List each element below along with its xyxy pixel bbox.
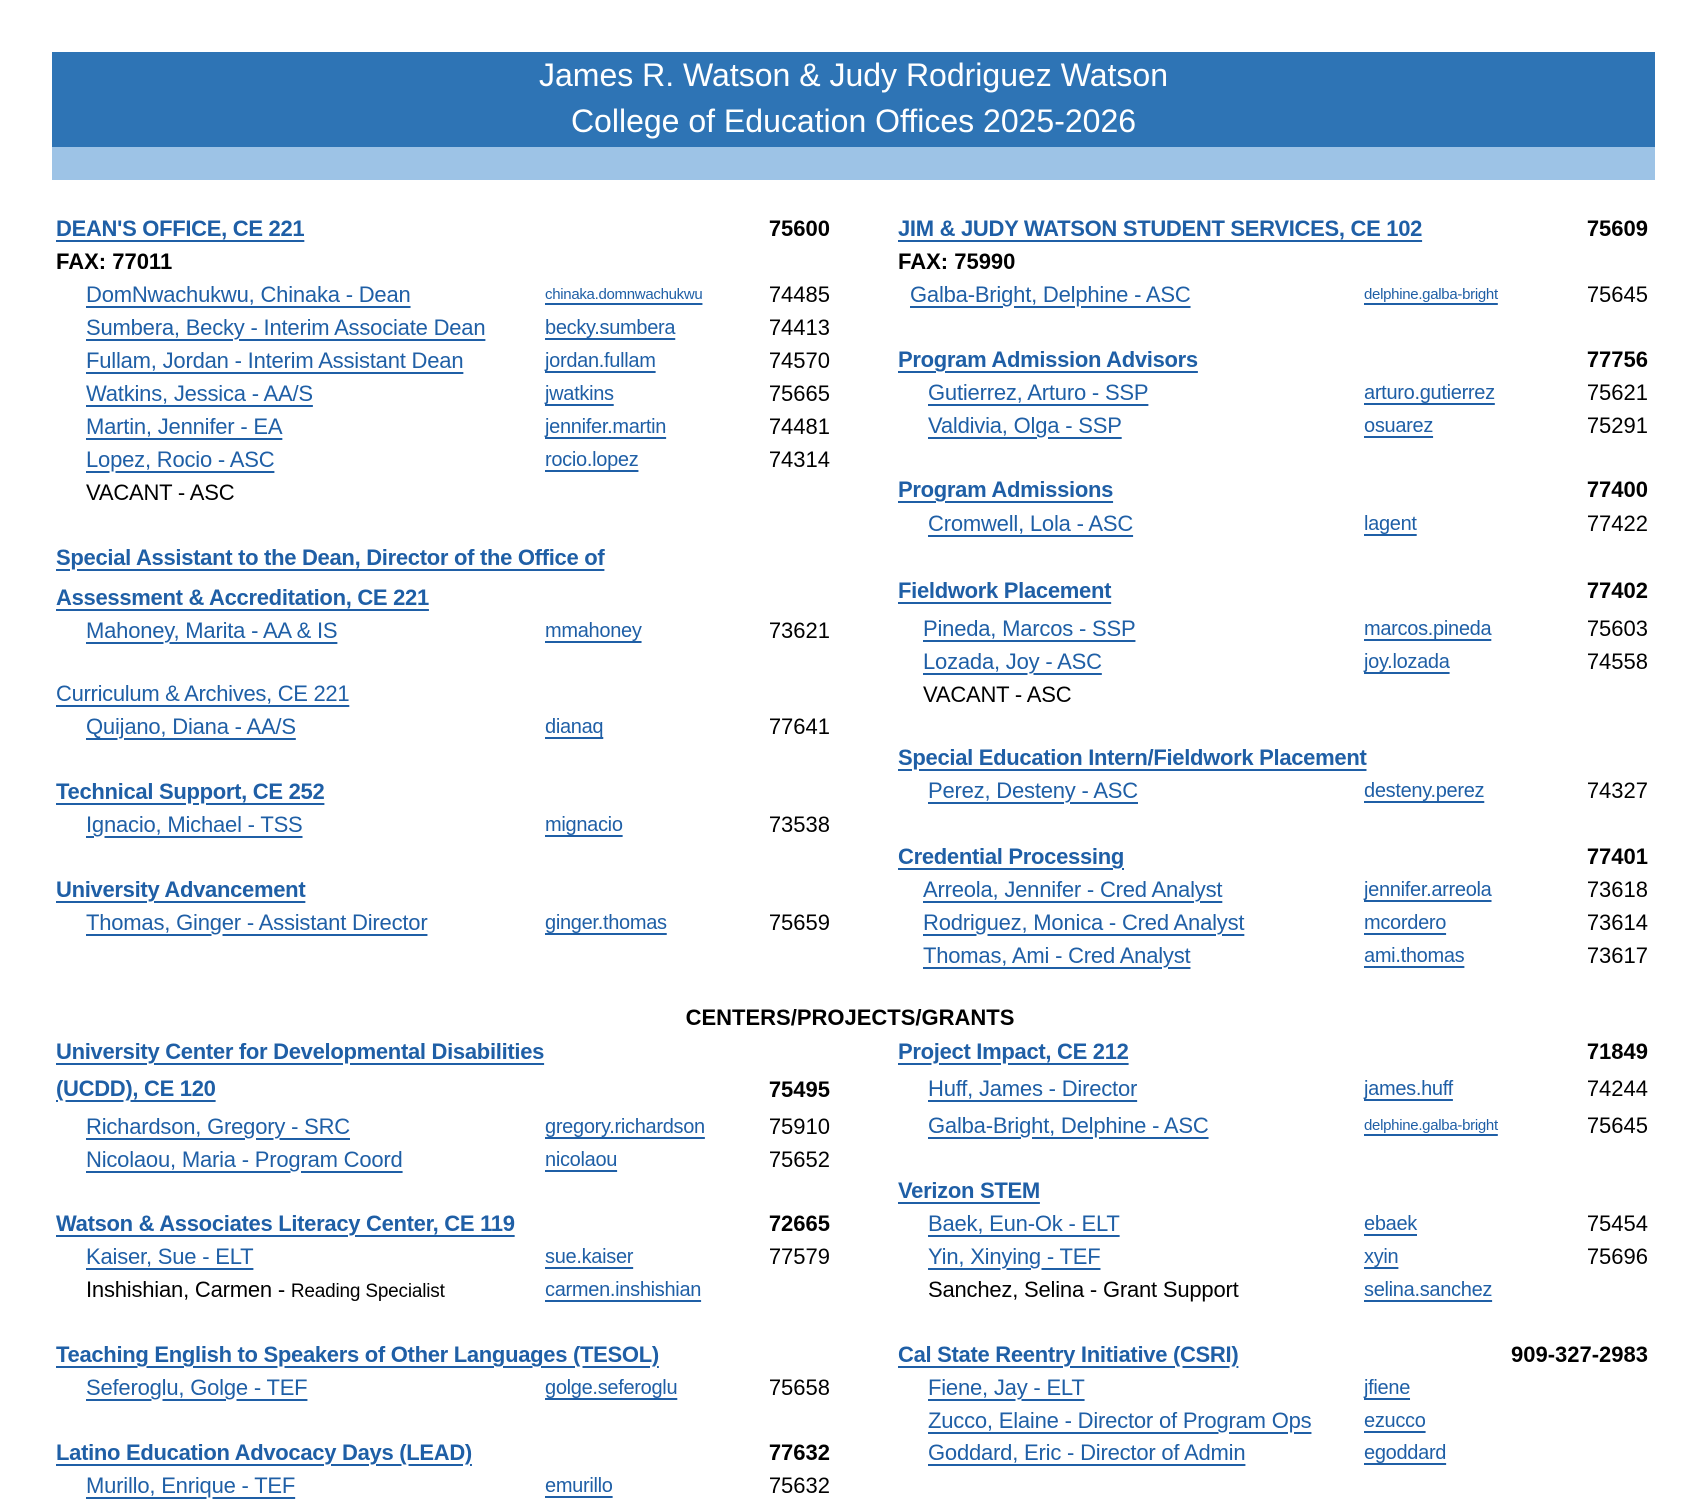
staff-name[interactable]: DomNwachukwu, Chinaka - Dean: [86, 282, 411, 307]
staff-name[interactable]: Cromwell, Lola - ASC: [928, 511, 1134, 536]
section-heading-tech-support[interactable]: Technical Support, CE 252: [56, 779, 325, 804]
vacant-position: VACANT - ASC: [86, 480, 235, 505]
staff-name[interactable]: Ignacio, Michael - TSS: [86, 812, 303, 837]
staff-email[interactable]: selina.sanchez: [1364, 1279, 1493, 1301]
staff-email[interactable]: osuarez: [1364, 415, 1434, 437]
section-phone: 909-327-2983: [1510, 1342, 1648, 1367]
staff-email[interactable]: marcos.pineda: [1364, 618, 1492, 640]
staff-email[interactable]: jennifer.martin: [545, 416, 667, 438]
section-heading-special-assistant[interactable]: Special Assistant to the Dean, Director of the Office of: [56, 545, 605, 570]
staff-name[interactable]: Arreola, Jennifer - Cred Analyst: [923, 877, 1223, 902]
staff-name[interactable]: Kaiser, Sue - ELT: [86, 1244, 254, 1269]
staff-name[interactable]: Fullam, Jordan - Interim Assistant Dean: [86, 348, 464, 373]
staff-email[interactable]: carmen.inshishian: [545, 1279, 702, 1301]
staff-ext: 75291: [1586, 413, 1648, 438]
section-ext: 77400: [1586, 477, 1648, 502]
staff-ext: 75621: [1586, 380, 1648, 405]
staff-email[interactable]: dianaq: [545, 716, 604, 738]
section-heading-ucdd-cont[interactable]: (UCDD), CE 120: [56, 1076, 216, 1101]
staff-name[interactable]: Fiene, Jay - ELT: [928, 1375, 1085, 1400]
staff-name[interactable]: Nicolaou, Maria - Program Coord: [86, 1147, 403, 1172]
section-ext: 77756: [1586, 347, 1648, 372]
staff-email[interactable]: ezucco: [1364, 1410, 1426, 1432]
section-heading-lead[interactable]: Latino Education Advocacy Days (LEAD): [56, 1440, 472, 1465]
staff-name[interactable]: Thomas, Ginger - Assistant Director: [86, 910, 428, 935]
staff-name[interactable]: Pineda, Marcos - SSP: [923, 616, 1136, 641]
section-heading-fieldwork[interactable]: Fieldwork Placement: [898, 578, 1112, 603]
staff-name[interactable]: Seferoglu, Golge - TEF: [86, 1375, 308, 1400]
staff-ext: 73621: [768, 618, 830, 643]
staff-ext: 75658: [768, 1375, 830, 1400]
staff-name[interactable]: Watkins, Jessica - AA/S: [86, 381, 313, 406]
section-heading-csri[interactable]: Cal State Reentry Initiative (CSRI): [898, 1342, 1239, 1367]
section-heading-student-services[interactable]: JIM & JUDY WATSON STUDENT SERVICES, CE 102: [898, 216, 1423, 241]
staff-email[interactable]: james.huff: [1364, 1078, 1453, 1100]
section-ext: 75609: [1586, 216, 1648, 241]
staff-ext: 75910: [768, 1114, 830, 1139]
staff-ext: 73618: [1586, 877, 1648, 902]
title-subband: [52, 147, 1655, 180]
staff-email[interactable]: rocio.lopez: [545, 449, 639, 471]
staff-name[interactable]: Quijano, Diana - AA/S: [86, 714, 296, 739]
staff-name[interactable]: Goddard, Eric - Director of Admin: [928, 1440, 1246, 1465]
staff-ext: 75665: [768, 381, 830, 406]
staff-name: Sanchez, Selina - Grant Support: [928, 1277, 1239, 1302]
staff-email[interactable]: jwatkins: [545, 383, 614, 405]
staff-ext: 75696: [1586, 1244, 1648, 1269]
staff-email[interactable]: emurillo: [545, 1475, 613, 1497]
section-ext: 71849: [1586, 1039, 1648, 1064]
staff-name[interactable]: Perez, Desteny - ASC: [928, 778, 1138, 803]
staff-email[interactable]: sue.kaiser: [545, 1246, 634, 1268]
staff-ext: 73538: [768, 812, 830, 837]
staff-name[interactable]: Yin, Xinying - TEF: [928, 1244, 1101, 1269]
vacant-position: VACANT - ASC: [923, 682, 1072, 707]
centers-projects-grants-label: CENTERS/PROJECTS/GRANTS: [685, 1005, 1015, 1030]
fax-number: FAX: 75990: [898, 249, 1016, 274]
section-heading-verizon-stem[interactable]: Verizon STEM: [898, 1178, 1040, 1203]
section-heading-curriculum[interactable]: Curriculum & Archives, CE 221: [56, 681, 350, 706]
staff-ext: 75645: [1586, 1113, 1648, 1138]
title-line-2: College of Education Offices 2025-2026: [570, 103, 1137, 139]
staff-email[interactable]: lagent: [1364, 513, 1417, 535]
staff-name[interactable]: Huff, James - Director: [928, 1076, 1138, 1101]
staff-title-note: Reading Specialist: [290, 1281, 445, 1302]
staff-ext: 74413: [768, 315, 830, 340]
section-ext: 77632: [768, 1440, 830, 1465]
staff-name[interactable]: Lopez, Rocio - ASC: [86, 447, 275, 472]
staff-ext: 74327: [1586, 778, 1648, 803]
staff-name[interactable]: Galba-Bright, Delphine - ASC: [910, 282, 1191, 307]
section-heading-advancement[interactable]: University Advancement: [56, 877, 306, 902]
staff-ext: 74314: [768, 447, 830, 472]
section-heading-credential[interactable]: Credential Processing: [898, 844, 1125, 869]
section-ext: 77402: [1586, 578, 1648, 603]
staff-ext: 73614: [1586, 910, 1648, 935]
staff-name[interactable]: Baek, Eun-Ok - ELT: [928, 1211, 1120, 1236]
staff-name[interactable]: Galba-Bright, Delphine - ASC: [928, 1113, 1209, 1138]
staff-email[interactable]: delphine.galba-bright: [1364, 286, 1498, 303]
staff-ext: 75454: [1586, 1211, 1648, 1236]
staff-ext: 74244: [1586, 1076, 1648, 1101]
section-heading-ucdd[interactable]: University Center for Developmental Disabilities: [56, 1039, 545, 1064]
staff-email[interactable]: chinaka.domnwachukwu: [545, 286, 703, 303]
staff-name: [86, 1275, 445, 1305]
staff-email[interactable]: jfiene: [1364, 1377, 1411, 1399]
section-ext: 75600: [768, 216, 830, 241]
staff-ext: 75645: [1586, 282, 1648, 307]
staff-name[interactable]: Richardson, Gregory - SRC: [86, 1114, 350, 1139]
staff-name[interactable]: Rodriguez, Monica - Cred Analyst: [923, 910, 1245, 935]
staff-name[interactable]: Thomas, Ami - Cred Analyst: [923, 943, 1191, 968]
staff-ext: 77641: [768, 714, 830, 739]
staff-name[interactable]: Sumbera, Becky - Interim Associate Dean: [86, 315, 486, 340]
section-heading-deans-office[interactable]: DEAN'S OFFICE, CE 221: [56, 216, 305, 241]
staff-email[interactable]: ginger.thomas: [545, 912, 667, 934]
staff-email[interactable]: desteny.perez: [1364, 780, 1485, 802]
staff-email[interactable]: jordan.fullam: [545, 350, 656, 372]
staff-name[interactable]: Lozada, Joy - ASC: [923, 649, 1102, 674]
staff-ext: 74481: [768, 414, 830, 439]
section-ext: 75495: [768, 1077, 830, 1102]
staff-email[interactable]: joy.lozada: [1364, 651, 1450, 673]
staff-ext: 75659: [768, 910, 830, 935]
staff-email[interactable]: ami.thomas: [1364, 945, 1465, 967]
staff-email[interactable]: nicolaou: [545, 1149, 618, 1171]
staff-ext: 75652: [768, 1147, 830, 1172]
staff-email[interactable]: becky.sumbera: [545, 317, 676, 339]
section-ext: 77401: [1586, 844, 1648, 869]
staff-ext: 75603: [1586, 616, 1648, 641]
staff-name[interactable]: Gutierrez, Arturo - SSP: [928, 380, 1149, 405]
section-heading-literacy[interactable]: Watson & Associates Literacy Center, CE 119: [56, 1211, 515, 1236]
staff-name-text: Inshishian, Carmen -: [86, 1277, 291, 1302]
section-heading-special-assistant-cont[interactable]: Assessment & Accreditation, CE 221: [56, 585, 429, 610]
staff-name[interactable]: Zucco, Elaine - Director of Program Ops: [928, 1408, 1312, 1433]
staff-ext: 73617: [1586, 943, 1648, 968]
staff-email[interactable]: mcordero: [1364, 912, 1447, 934]
staff-email[interactable]: arturo.gutierrez: [1364, 382, 1495, 404]
staff-ext: 74558: [1586, 649, 1648, 674]
section-heading-admissions[interactable]: Program Admissions: [898, 477, 1114, 502]
staff-email[interactable]: delphine.galba-bright: [1364, 1117, 1498, 1134]
section-ext: 72665: [768, 1211, 830, 1236]
staff-name[interactable]: Mahoney, Marita - AA & IS: [86, 618, 338, 643]
staff-email[interactable]: xyin: [1364, 1246, 1399, 1268]
staff-ext: 75632: [768, 1473, 830, 1498]
staff-ext: 77579: [768, 1244, 830, 1269]
staff-name[interactable]: Valdivia, Olga - SSP: [928, 413, 1122, 438]
staff-email[interactable]: egoddard: [1364, 1442, 1447, 1464]
title-banner: [52, 52, 1655, 147]
staff-ext: 74485: [768, 282, 830, 307]
staff-email[interactable]: mignacio: [545, 814, 623, 836]
staff-ext: 74570: [768, 348, 830, 373]
section-heading-admission-advisors[interactable]: Program Admission Advisors: [898, 347, 1198, 372]
staff-name[interactable]: Murillo, Enrique - TEF: [86, 1473, 296, 1498]
staff-email[interactable]: ebaek: [1364, 1213, 1417, 1235]
staff-email[interactable]: gregory.richardson: [545, 1116, 705, 1138]
staff-ext: 77422: [1586, 511, 1648, 536]
section-heading-sped-fieldwork[interactable]: Special Education Intern/Fieldwork Placement: [898, 745, 1367, 770]
section-heading-tesol[interactable]: Teaching English to Speakers of Other Languages (TESOL): [56, 1342, 659, 1367]
title-line-1: James R. Watson & Judy Rodriguez Watson: [539, 57, 1168, 93]
staff-email[interactable]: golge.seferoglu: [545, 1377, 678, 1399]
staff-email[interactable]: mmahoney: [545, 620, 642, 642]
staff-email[interactable]: jennifer.arreola: [1364, 879, 1492, 901]
staff-name[interactable]: Martin, Jennifer - EA: [86, 414, 283, 439]
section-heading-project-impact[interactable]: Project Impact, CE 212: [898, 1039, 1129, 1064]
fax-number: FAX: 77011: [56, 249, 173, 274]
